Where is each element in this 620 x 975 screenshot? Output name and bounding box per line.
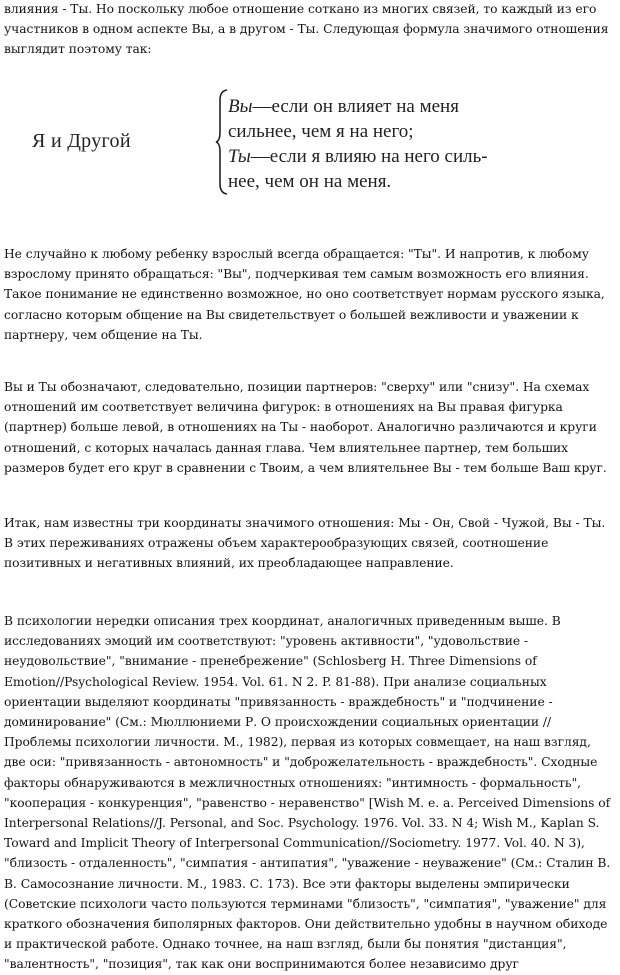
formula-line-1 xyxy=(228,96,459,118)
curly-brace-icon xyxy=(215,88,229,196)
formula-left-side: Я и Другой xyxy=(32,130,131,152)
formula-line-3-text: —если я влияю на него силь- xyxy=(250,146,488,167)
formula-line-4: нее, чем он на меня. xyxy=(228,171,392,192)
paragraph-4: Итак, нам известны три координаты значимого отношения: Мы - Он, Свой - Чужой, Вы - Ты. В этих переживаниях отражены объем характерообразующих связей, соотношение позитивных и негативных влияний, их преобладающее направление. xyxy=(4,516,606,571)
paragraph-5: В психологии нередки описания трех координат, аналогичных приведенным выше. В исследованиях эмоций им соответствуют: "уровень активности", "удовольствие - неудовольствие", "внимание - пренебрежение" (Schlosberg H. Three Dimensions of Emotion//Psychological Review. 1954. Vol. 61. N 2. P. 81-88). При анализе социальных ориентации выделяют координаты "привязанность - враждебность" и "подчинение - доминирование" (См.: Мюллюниеми Р. О происхождении социальных ориентации // Проблемы психологии личности. М., 1982), первая из которых совмещает, на наш взгляд, две оси: "привязанность - автономность" и "доброжелательность - враждебность". Сходные факторы обнаруживаются в межличностных отношениях: "интимность - формальность", "кооперация - конкуренция", "равенство - неравенство" [Wish M. e. a. Perceived Dimensions of Interpersonal Relations//J. Personal, and Soc. Psychology. 1976. Vol. 33. N 4; Wish M., Kaplan S. Toward and Implicit Theory of Interpersonal Communication//Sociometry. 1977. Vol. 40. N 3), "близость - отдаленность", "симпатия - антипатия", "уважение - неуважение" (См.: Сталин В. В. Самосознание личности. М., 1983. С. 173). Все эти факторы выделены эмпирически (Советские психологи часто пользуются терминами "близость", "симпатия", "уважение" для краткого обозначения биполярных факторов. Они действительно удобны в научном обиходе и практической работе. Однако точнее, на наш взгляд, были бы понятия "дистанция", "валентность", "позиция", так как они воспринимаются более независимо друг xyxy=(4,614,611,972)
relationship-formula xyxy=(0,86,620,198)
formula-line-2: сильнее, чем я на него; xyxy=(228,121,414,142)
formula-line-3 xyxy=(228,146,488,168)
paragraph-3: Вы и Ты обозначают, следовательно, позиции партнеров: "сверху" или "снизу". На схемах отношений им соответствует величина фигурок: в отношениях на Вы правая фигурка (партнер) больше левой, в отношениях на Ты - наоборот. Аналогично различаются и круги отношений, с которых началась данная глава. Чем влиятельнее партнер, тем больших размеров будет его круг в сравнении с Твоим, а чем влиятельнее Вы - тем больше Ваш круг. xyxy=(4,380,607,475)
paragraph-1: влияния - Ты. Но поскольку любое отношение соткано из многих связей, то каждый из его участников в одном аспекте Вы, а в другом - Ты. Следующая формула значимого отношения выглядит поэтому так: xyxy=(4,2,609,57)
formula-vy: Вы xyxy=(228,96,253,117)
paragraph-2: Не случайно к любому ребенку взрослый всегда обращается: "Ты". И напротив, к любому взрослому принято обращаться: "Вы", подчеркивая тем самым возможность его влияния. Такое понимание не единственно возможное, но оно соответствует нормам русского языка, согласно которым общение на Вы свидетельствует о большей вежливости и уважении к партнеру, чем общение на Ты. xyxy=(4,247,605,342)
formula-line-1-text: —если он влияет на меня xyxy=(252,96,459,117)
formula-ty: Ты xyxy=(228,146,251,167)
